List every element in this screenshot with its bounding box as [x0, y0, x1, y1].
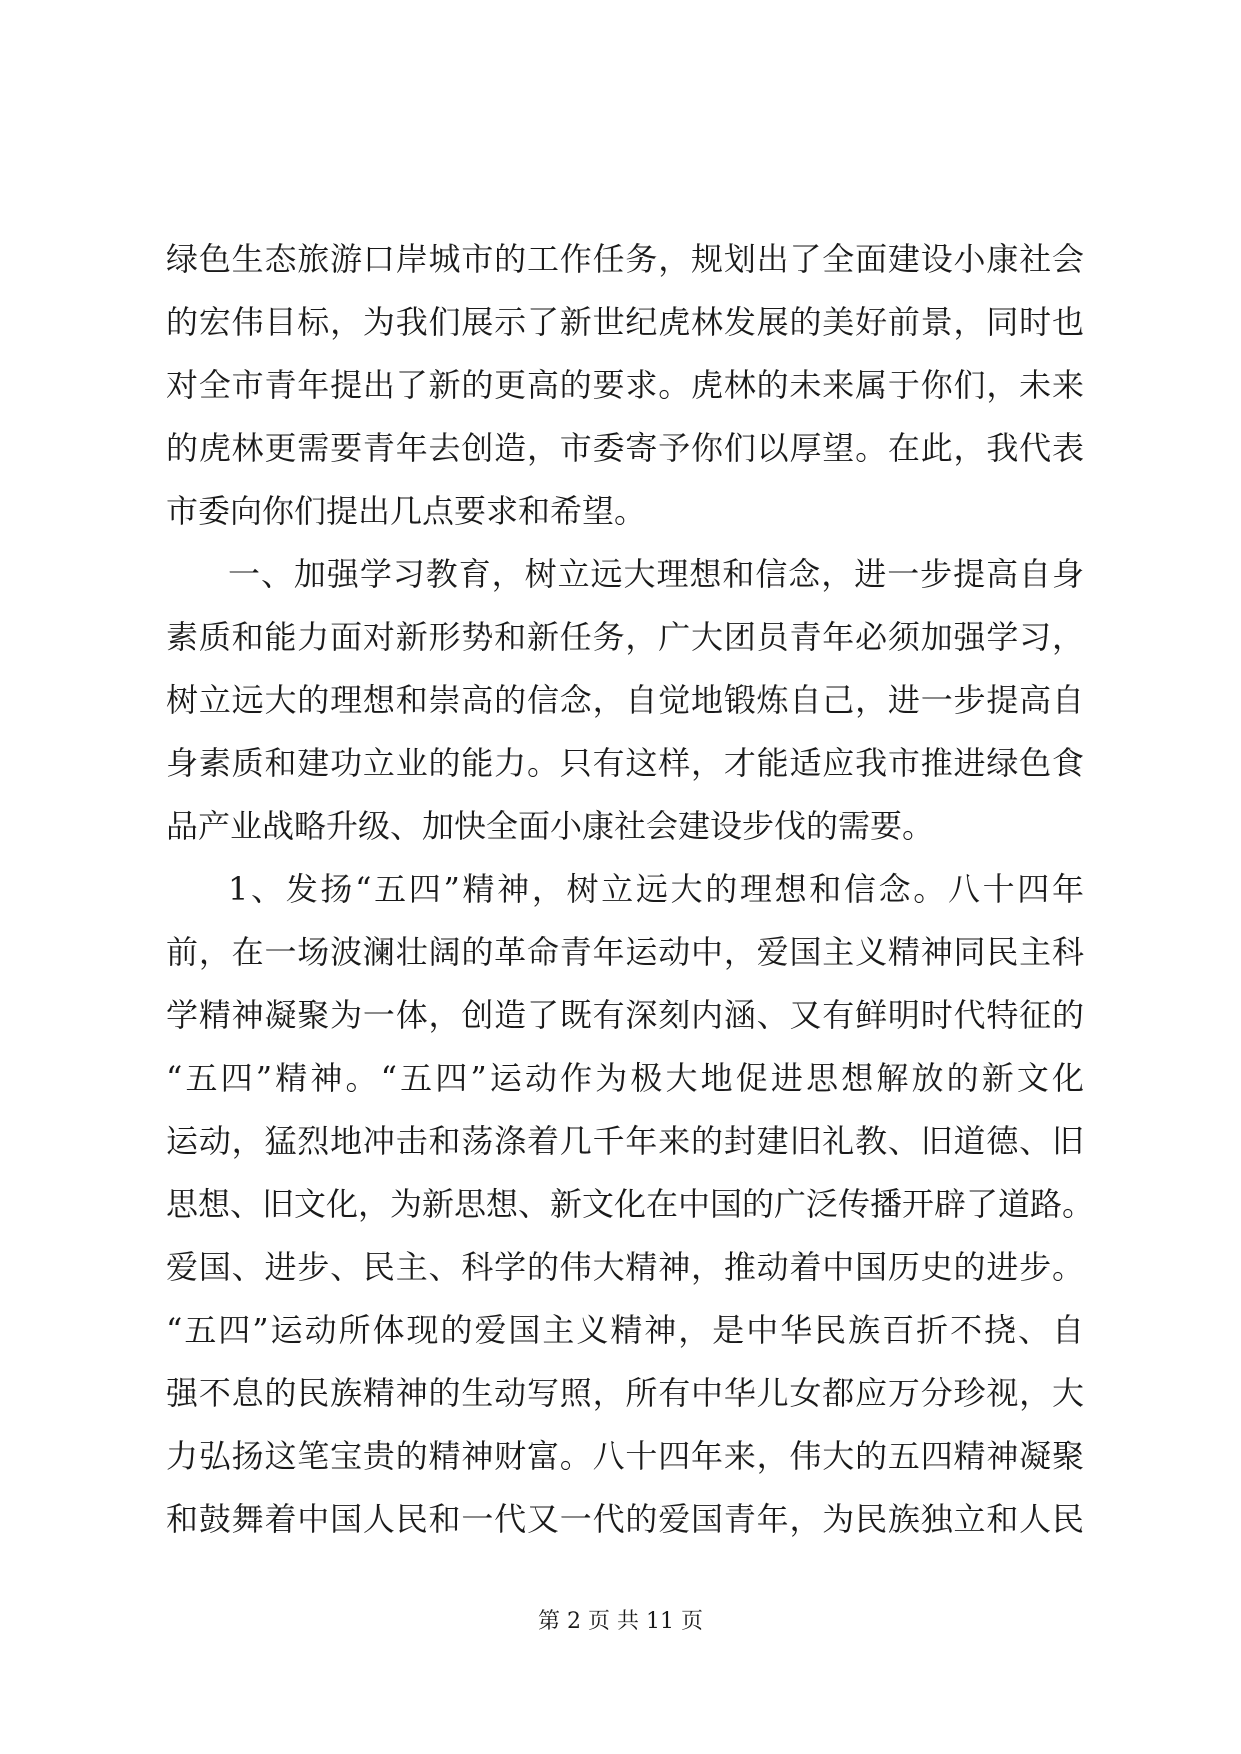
text-line: “五四”运动所体现的爱国主义精神，是中华民族百折不挠、自 [166, 1311, 1084, 1349]
text-line: “五四”精神。“五四”运动作为极大地促进思想解放的新文化 [166, 1059, 1084, 1097]
text-line: 思想、旧文化，为新思想、新文化在中国的广泛传播开辟了道路。 [166, 1185, 1095, 1223]
text-line: 的宏伟目标，为我们展示了新世纪虎林发展的美好前景，同时也 [166, 303, 1084, 341]
text-line: 绿色生态旅游口岸城市的工作任务，规划出了全面建设小康社会 [166, 240, 1084, 278]
paragraph-3 [166, 858, 1095, 1551]
page-footer: 第 2 页 共 11 页 [538, 1609, 703, 1634]
document-body [166, 228, 1095, 1551]
text-line: 素质和能力面对新形势和新任务，广大团员青年必须加强学习， [166, 618, 1084, 656]
text-line: 和鼓舞着中国人民和一代又一代的爱国青年，为民族独立和人民 [166, 1500, 1084, 1538]
text-line: 运动，猛烈地冲击和荡涤着几千年来的封建旧礼教、旧道德、旧 [166, 1122, 1084, 1160]
text-line: 对全市青年提出了新的更高的要求。虎林的未来属于你们，未来 [166, 366, 1084, 404]
text-line: 力弘扬这笔宝贵的精神财富。八十四年来，伟大的五四精神凝聚 [166, 1437, 1084, 1475]
paragraph-1 [166, 228, 1084, 543]
text-line: 的虎林更需要青年去创造，市委寄予你们以厚望。在此，我代表 [166, 429, 1084, 467]
text-line: 学精神凝聚为一体，创造了既有深刻内涵、又有鲜明时代特征的 [166, 996, 1084, 1034]
text-line: 品产业战略升级、加快全面小康社会建设步伐的需要。 [166, 807, 935, 845]
text-line: 树立远大的理想和崇高的信念，自觉地锻炼自己，进一步提高自 [166, 681, 1084, 719]
text-line: 爱国、进步、民主、科学的伟大精神，推动着中国历史的进步。 [166, 1248, 1084, 1286]
text-line: 市委向你们提出几点要求和希望。 [166, 492, 647, 530]
text-line: 身素质和建功立业的能力。只有这样，才能适应我市推进绿色食 [166, 744, 1084, 782]
text-line: 一、加强学习教育，树立远大理想和信念，进一步提高自身 [228, 555, 1084, 593]
text-line: 强不息的民族精神的生动写照，所有中华儿女都应万分珍视，大 [166, 1374, 1084, 1412]
paragraph-2 [166, 543, 1084, 858]
text-line: 1、发扬“五四”精神，树立远大的理想和信念。八十四年 [228, 870, 1084, 908]
text-line: 前，在一场波澜壮阔的革命青年运动中，爱国主义精神同民主科 [166, 933, 1084, 971]
